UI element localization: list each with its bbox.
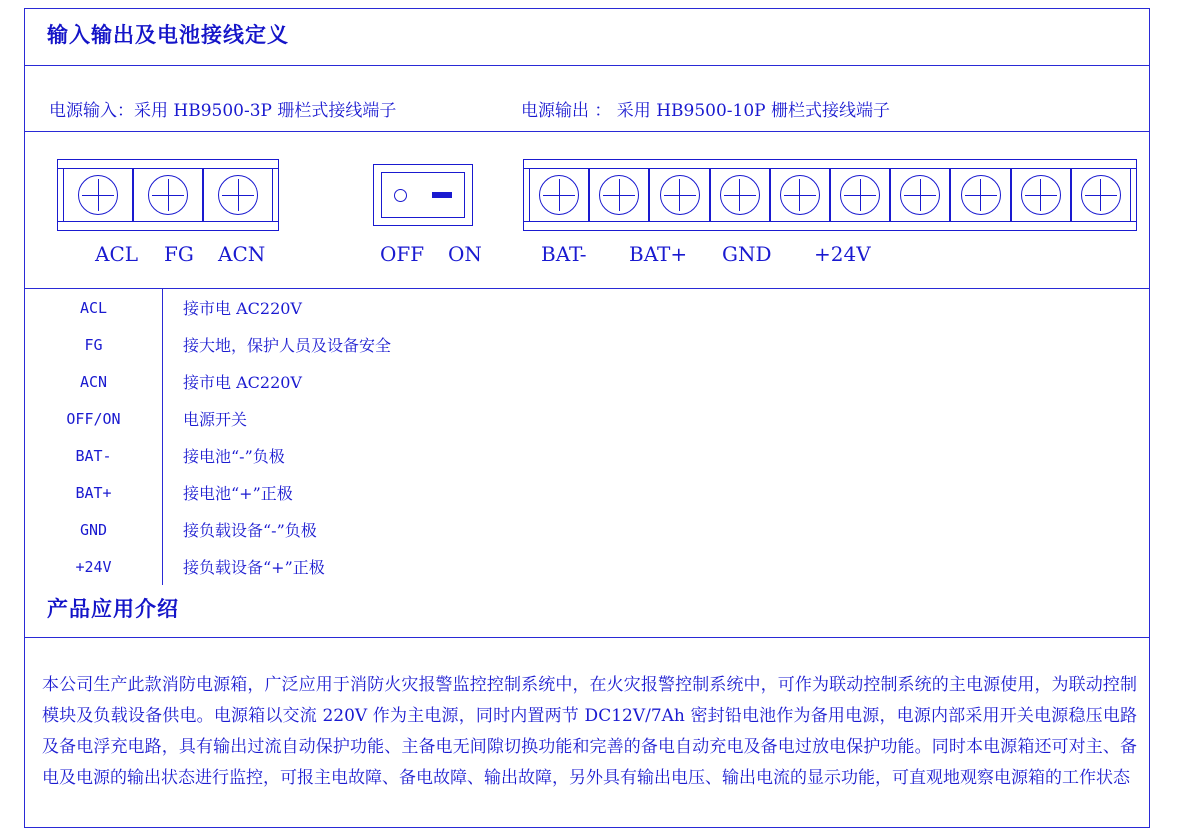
screw-icon bbox=[599, 175, 639, 215]
screw-icon bbox=[218, 175, 258, 215]
application-paragraph: 本公司生产此款消防电源箱，广泛应用于消防火灾报警监控控制系统中，在火灾报警控制系统中，可作为联动控制系统的主电源使用，为联动控制模块及负载设备供电。电源箱以交流 220V 作为主电源，同时内置两节 DC12V/7Ah 密封铅电池作为备用电源，电源内部采用开关电源稳压电路及备电浮充电路，具有输出过流自动保护功能、主备电无间隙切换功能和完善的备电自动充电及备电过放电保护功能。同时本电源箱还可对主、备电及电源的输出状态进行监控，可报主电故障、备电故障、输出故障，另外具有输出电压、输出电流的显示功能，可直观地观察电源箱的工作状态 bbox=[42, 675, 1137, 788]
table-row bbox=[25, 548, 1149, 585]
terminal-cell bbox=[950, 169, 1010, 221]
pin-description: 接大地，保护人员及设备安全 bbox=[183, 336, 392, 355]
connector-illustration-area bbox=[25, 132, 1149, 289]
screw-icon bbox=[961, 175, 1001, 215]
screw-icon bbox=[78, 175, 118, 215]
table-row bbox=[25, 400, 1149, 437]
table-row bbox=[25, 437, 1149, 474]
connector-label-acn: ACN bbox=[218, 242, 266, 266]
pin-name: BAT+ bbox=[75, 483, 112, 502]
screw-icon bbox=[1081, 175, 1121, 215]
pin-description: 接负载设备“+”正极 bbox=[183, 558, 325, 577]
screw-icon bbox=[840, 175, 880, 215]
pin-name: ACN bbox=[79, 372, 108, 391]
section-title-wiring: 输入输出及电池接线定义 bbox=[25, 9, 1149, 66]
input-terminal-block-icon bbox=[57, 159, 279, 231]
switch-label-off: OFF bbox=[380, 242, 425, 266]
table-row bbox=[25, 326, 1149, 363]
pin-name: +24V bbox=[75, 557, 112, 576]
switch-on-bar-icon bbox=[432, 192, 452, 198]
terminal-cell bbox=[1011, 169, 1071, 221]
terminal-cell bbox=[770, 169, 830, 221]
connector-label-24v: +24V bbox=[814, 242, 871, 266]
table-row bbox=[25, 289, 1149, 326]
terminal-cell bbox=[63, 169, 133, 221]
screw-icon bbox=[780, 175, 820, 215]
terminal-cell bbox=[133, 169, 203, 221]
power-switch-icon bbox=[373, 164, 473, 226]
pin-description: 电源开关 bbox=[183, 410, 248, 429]
connector-label-bat-minus: BAT- bbox=[541, 242, 587, 266]
switch-inner bbox=[381, 172, 465, 218]
screw-icon bbox=[660, 175, 700, 215]
switch-label-on: ON bbox=[448, 242, 482, 266]
terminal-cell bbox=[1071, 169, 1131, 221]
connector-label-gnd: GND bbox=[722, 242, 772, 266]
output-terminal-cells bbox=[529, 169, 1131, 221]
power-input-description: 电源输入：采用 HB9500-3P 珊栏式接线端子 bbox=[49, 101, 397, 121]
pin-name: OFF/ON bbox=[66, 409, 121, 428]
terminal-bottom-lip bbox=[58, 221, 278, 230]
connector-label-acl: ACL bbox=[95, 242, 139, 266]
table-row bbox=[25, 363, 1149, 400]
input-terminal-cells bbox=[63, 169, 273, 221]
terminal-top-lip bbox=[58, 160, 278, 169]
pin-description: 接市电 AC220V bbox=[183, 373, 302, 392]
power-output-description: 电源输出 ： 采用 HB9500-10P 栅栏式接线端子 bbox=[521, 101, 891, 121]
output-terminal-block-icon bbox=[523, 159, 1137, 231]
pin-description: 接市电 AC220V bbox=[183, 299, 302, 318]
pin-description: 接电池“-”负极 bbox=[183, 447, 285, 466]
terminal-cell bbox=[710, 169, 770, 221]
screw-icon bbox=[148, 175, 188, 215]
screw-icon bbox=[900, 175, 940, 215]
connector-label-bat-plus: BAT+ bbox=[629, 242, 688, 266]
terminal-cell bbox=[649, 169, 709, 221]
terminal-cell bbox=[529, 169, 589, 221]
pin-name: GND bbox=[79, 520, 108, 539]
terminal-top-lip bbox=[524, 160, 1136, 169]
pin-name: BAT- bbox=[75, 446, 112, 465]
terminal-cell bbox=[589, 169, 649, 221]
wiring-description-row bbox=[25, 84, 1149, 132]
screw-icon bbox=[720, 175, 760, 215]
table-row bbox=[25, 511, 1149, 548]
switch-off-circle-icon bbox=[394, 189, 407, 202]
terminal-cell bbox=[830, 169, 890, 221]
section-title-application: 产品应用介绍 bbox=[25, 583, 1149, 638]
screw-icon bbox=[1021, 175, 1061, 215]
screw-icon bbox=[539, 175, 579, 215]
table-row bbox=[25, 474, 1149, 511]
pin-definition-table bbox=[25, 289, 1149, 583]
pin-description: 接电池“+”正极 bbox=[183, 484, 293, 503]
terminal-cell bbox=[890, 169, 950, 221]
connector-label-fg: FG bbox=[164, 242, 194, 266]
pin-name: FG bbox=[84, 335, 103, 354]
terminal-cell bbox=[203, 169, 273, 221]
pin-name: ACL bbox=[79, 298, 108, 317]
pin-description: 接负载设备“-”负极 bbox=[183, 521, 317, 540]
terminal-bottom-lip bbox=[524, 221, 1136, 230]
